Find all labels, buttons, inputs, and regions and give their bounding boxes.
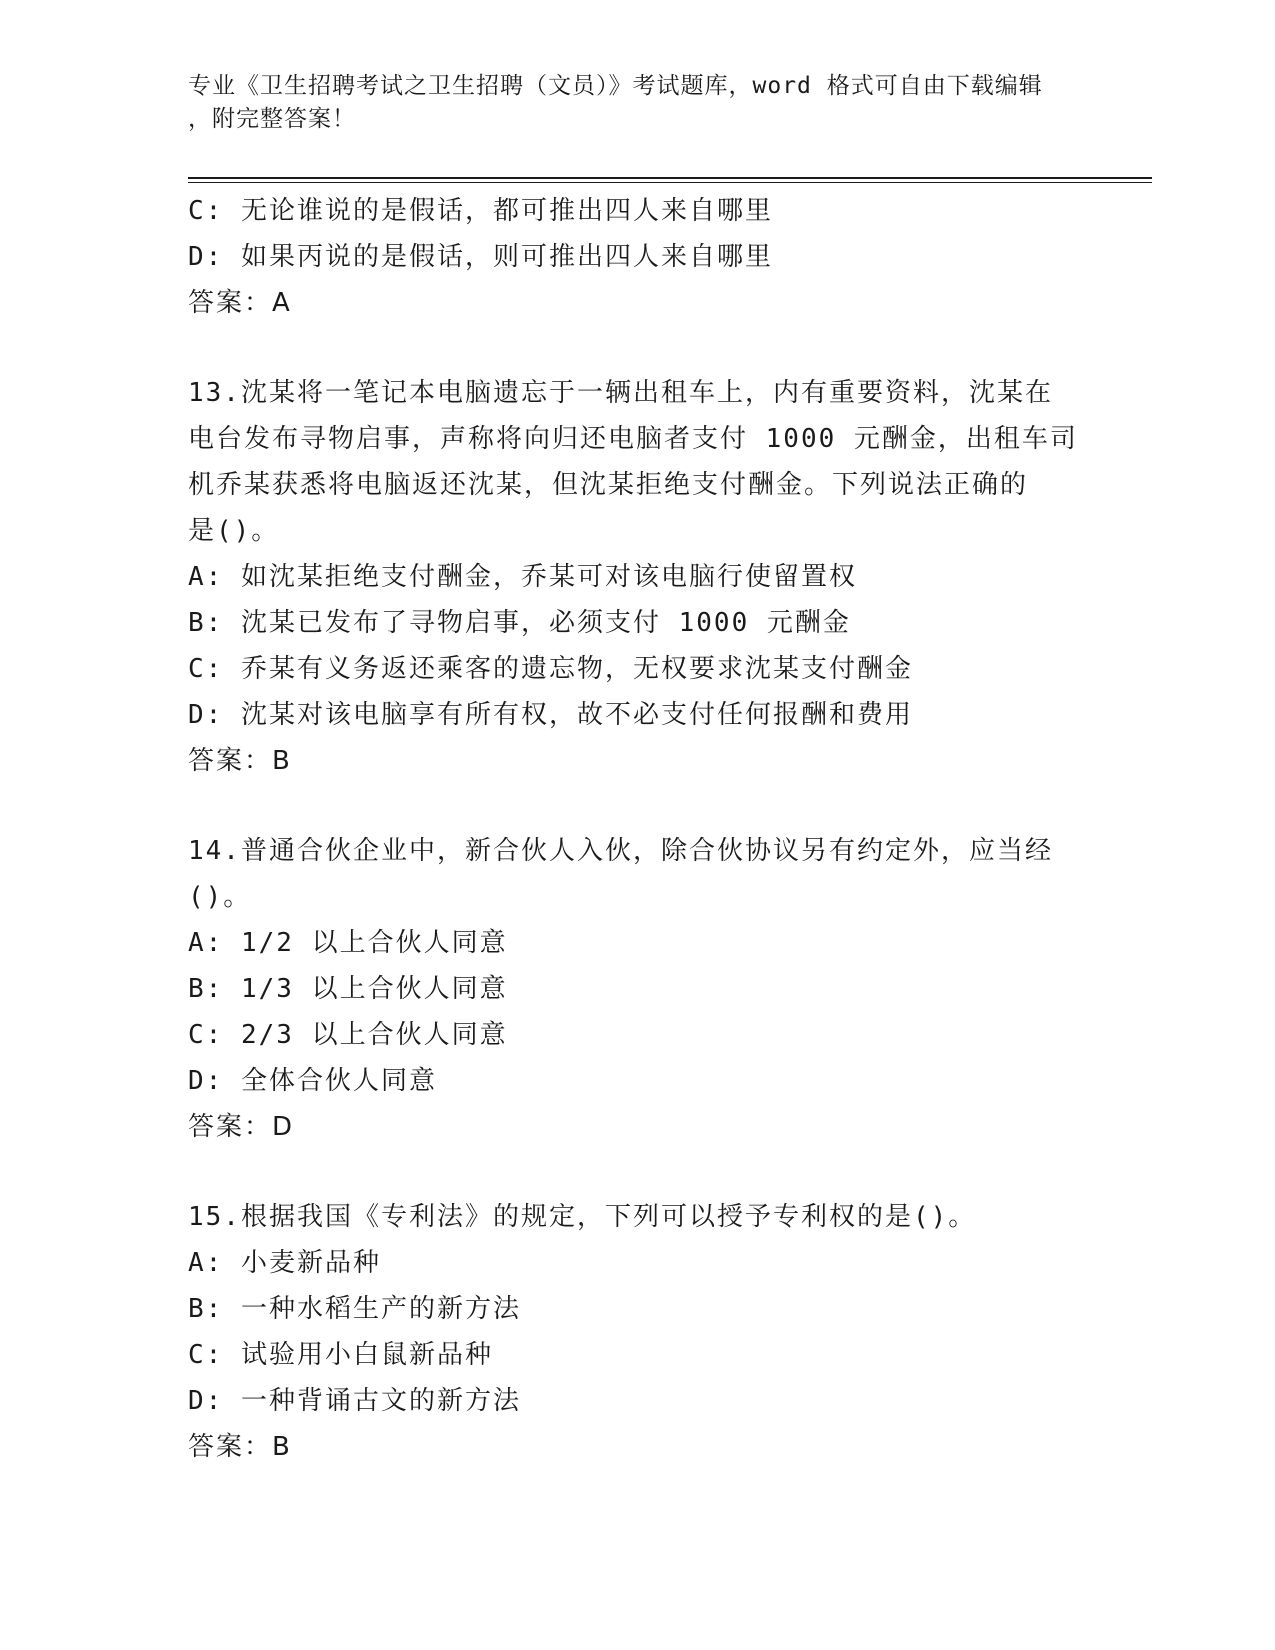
answer-line: 答案：A xyxy=(188,288,292,318)
header-line-2: ，附完整答案！ xyxy=(188,106,356,132)
option-c: C: 无论谁说的是假话，都可推出四人来自哪里 xyxy=(188,196,773,226)
option-a: A: 1/2 以上合伙人同意 xyxy=(188,928,508,958)
question-content xyxy=(188,188,1088,1470)
option-c: C: 2/3 以上合伙人同意 xyxy=(188,1020,508,1050)
option-a: A: 小麦新品种 xyxy=(188,1248,381,1278)
page-header xyxy=(188,70,1088,136)
header-divider-thick xyxy=(188,177,1152,179)
option-b: B: 1/3 以上合伙人同意 xyxy=(188,974,508,1004)
option-c: C: 试验用小白鼠新品种 xyxy=(188,1340,493,1370)
option-d: D: 沈某对该电脑享有所有权，故不必支付任何报酬和费用 xyxy=(188,700,913,730)
question-stem: 13.沈某将一笔记本电脑遗忘于一辆出租车上，内有重要资料，沈某在 xyxy=(188,378,1053,408)
question-12-tail xyxy=(188,188,1088,326)
option-b: B: 沈某已发布了寻物启事，必须支付 1000 元酬金 xyxy=(188,608,851,638)
header-divider-thin xyxy=(188,182,1152,183)
option-d: D: 如果丙说的是假话，则可推出四人来自哪里 xyxy=(188,242,773,272)
option-c: C: 乔某有义务返还乘客的遗忘物，无权要求沈某支付酬金 xyxy=(188,654,913,684)
option-a: A: 如沈某拒绝支付酬金，乔某可对该电脑行使留置权 xyxy=(188,562,857,592)
question-stem: 14.普通合伙企业中，新合伙人入伙，除合伙协议另有约定外，应当经 xyxy=(188,836,1053,866)
question-stem: ()。 xyxy=(188,882,252,912)
question-gap xyxy=(188,1150,1088,1194)
question-gap xyxy=(188,784,1088,828)
answer-line: 答案：B xyxy=(188,746,292,776)
question-stem: 是()。 xyxy=(188,516,280,546)
answer-line: 答案：B xyxy=(188,1432,292,1462)
question-stem: 电台发布寻物启事，声称将向归还电脑者支付 1000 元酬金，出租车司 xyxy=(188,424,1078,454)
question-14 xyxy=(188,828,1088,1150)
option-b: B: 一种水稻生产的新方法 xyxy=(188,1294,521,1324)
option-d: D: 一种背诵古文的新方法 xyxy=(188,1386,521,1416)
question-stem: 15.根据我国《专利法》的规定，下列可以授予专利权的是()。 xyxy=(188,1202,977,1232)
header-line-1: 专业《卫生招聘考试之卫生招聘（文员）》考试题库，word 格式可自由下载编辑 xyxy=(188,73,1043,99)
question-stem: 机乔某获悉将电脑返还沈某，但沈某拒绝支付酬金。下列说法正确的 xyxy=(188,470,1029,500)
option-d: D: 全体合伙人同意 xyxy=(188,1066,437,1096)
question-gap xyxy=(188,326,1088,370)
question-13 xyxy=(188,370,1088,784)
question-15 xyxy=(188,1194,1088,1470)
answer-line: 答案：D xyxy=(188,1112,295,1142)
